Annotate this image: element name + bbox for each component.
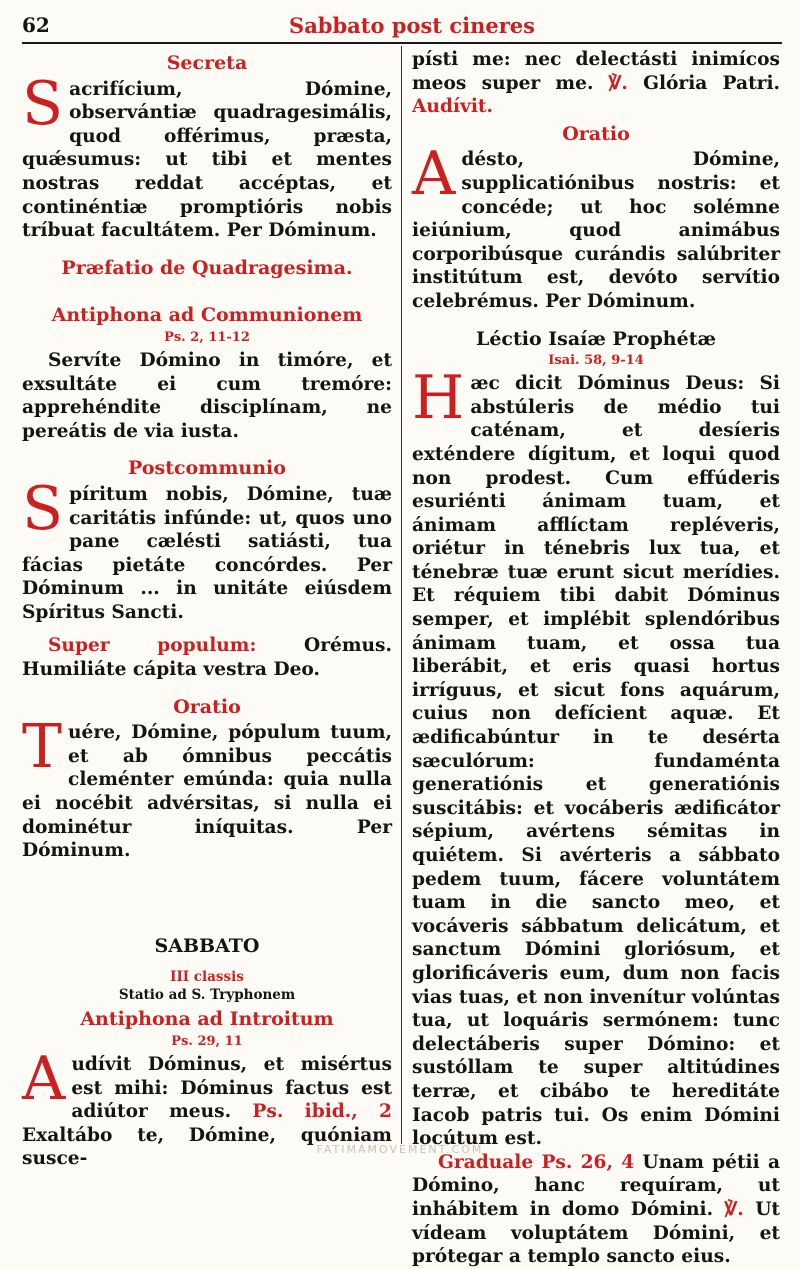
- secreta-text: Sacrifícium, Dómine, observántiæ quadragesimális, quod offérimus, præsta, quǽsumus: ut tibi et mentes nostras reddat accéptas, et continéntiæ promptióris nobis tríbuat facultátem. Per Dóminum.: [22, 68, 392, 242]
- graduale-text: Graduale Ps. 26, 4 Unam pétii a Dómino, hanc requíram, ut inhábitem in domo Dómini. ℣. Ut vídeam voluptátem Dómini, et prótegar a templo sancto eius.: [412, 1151, 780, 1268]
- lectio-ref: Isai. 58, 9-14: [548, 353, 644, 369]
- drop-cap: T: [22, 712, 63, 783]
- postcommunio-text: Spíritum nobis, Dómine, tuæ caritátis infúnde: ut, quos uno pane cælésti satiásti, tua fácias pietáte concórdes. Per Dóminum ... in unitáte eiúsdem Spíritus Sancti.: [22, 473, 392, 623]
- page-number: 62: [22, 13, 50, 37]
- day-title: SABBATO: [154, 934, 260, 957]
- watermark: FATIMAMOVEMENT.COM: [316, 1143, 484, 1156]
- graduale-label: Graduale Ps. 26, 4: [438, 1151, 635, 1173]
- super-populum-text: Super populum: Orémus. Humiliáte cápita vestra Deo.: [22, 635, 392, 681]
- introitus-text: Audívit Dóminus, et misértus est mihi: Dóminus factus est adiútor meus. Ps. ibid., 2 Exaltábo te, Dómine, quóniam susce-: [22, 1044, 392, 1170]
- praefatio-note: Præfatio de Quadragesima.: [61, 256, 353, 279]
- column-divider: [401, 46, 402, 1144]
- introitus-ref: Ps. 29, 11: [171, 1034, 243, 1049]
- audivit-rubric: Audívit.: [412, 96, 493, 118]
- page-header: [22, 8, 782, 44]
- introitus-continuation: písti me: nec delectásti inimícos meos super me. ℣. Glória Patri. Audívit.: [412, 49, 780, 118]
- heading-introitus: Antiphona ad Introitum: [80, 1008, 334, 1031]
- heading-communio: Antiphona ad Communionem: [51, 304, 363, 327]
- left-column: [22, 48, 392, 1170]
- running-title: Sabbato post cineres: [289, 12, 535, 38]
- drop-cap: A: [412, 139, 456, 210]
- lectio-text: Hæc dicit Dóminus Deus: Si abstúleris de médio tui caténam, et desíeris exténdere dígitum, et loqui quod non prodest. Cum effúderis esuriénti ánimam tuam, et ánimam afflíctam repléveris, oriétur in ténebris lux tua, et ténebræ tuæ erunt sicut merídies. Et réquiem tibi dabit Dóminus semper, et implébit splendóribus ánimam tuam, et ossa tua liberábit, et eris quasi hortus irríguus, et sicut fons aquárum, cuius non defícient aquæ. Et ædificabúntur in te desérta sæculórum: fundaménta generatiónis et generatiónis suscitábis: et vocáberis ædificátor sépium, avértens sémitas in quiétem. Si avérteris a sábbato pedem tuum, fácere voluntátem tuam in die sancto meo, et vocáveris sábbatum delicátum, et sanctum Dómini gloriósum, et glorificáveris eum, dum non facis vias tuas, et non invenítur volúntas tua, ut loquáris sermónem: tunc delectáberis super Dómino: et sustóllam te super altitúdines terræ, et cibábo te hereditáte Iacob patris tui. Os enim Dómini locútum est.: [412, 363, 780, 1150]
- heading-lectio: Léctio Isaíæ Prophétæ: [475, 327, 716, 350]
- versicle-mark: ℣.: [724, 1198, 744, 1220]
- right-column: [412, 48, 780, 1268]
- drop-cap: H: [412, 363, 465, 434]
- oratio-right-text: Adésto, Dómine, supplicatiónibus nostris: et concéde; ut hoc solémne ieiúnium, quod animábus corporibúsque curándis salúbriter institútum est, devóto servítio celebrémus. Per Dóminum.: [412, 139, 780, 312]
- heading-oratio-left: Oratio: [173, 695, 241, 718]
- super-populum-label: Super populum:: [48, 635, 257, 657]
- drop-cap: S: [22, 473, 64, 544]
- statio-label: Statio ad S. Tryphonem: [118, 987, 296, 1004]
- psalm-ref: Ps. ibid., 2: [252, 1101, 392, 1123]
- communio-text: Servíte Dómino in timóre, et exsultáte ei cum tremóre: apprehéndite disciplínam, ne pereátis de via iusta.: [22, 349, 392, 442]
- heading-oratio-right: Oratio: [562, 122, 630, 145]
- drop-cap: A: [22, 1044, 66, 1114]
- drop-cap: S: [22, 68, 64, 139]
- heading-postcommunio: Postcommunio: [128, 457, 286, 480]
- heading-secreta: Secreta: [166, 52, 248, 74]
- versicle-mark: ℣.: [608, 72, 628, 94]
- classis-label: III classis: [170, 969, 244, 986]
- oratio-left-text: Tuére, Dómine, pópulum tuum, et ab ómnibus peccátis cleménter emúnda: quia nulla ei nocébit advérsitas, si nulla ei dominétur iníquitas. Per Dóminum.: [22, 712, 392, 862]
- communio-ref: Ps. 2, 11-12: [164, 329, 250, 345]
